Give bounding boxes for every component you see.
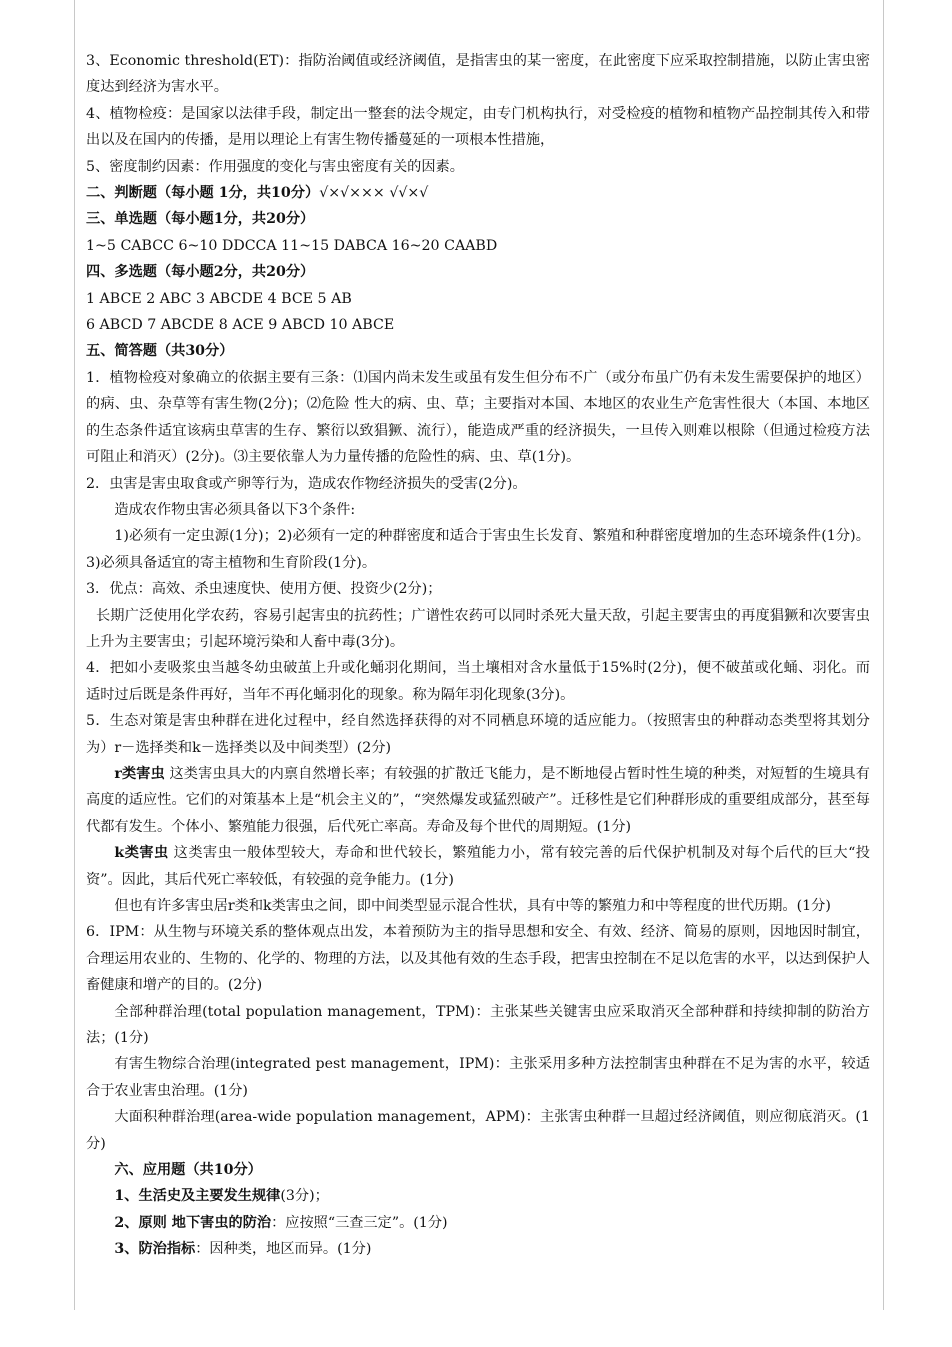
answer-paragraph [86, 497, 870, 523]
answer-paragraph [86, 312, 870, 338]
paragraph-text: 有害生物综合治理(integrated pest management，IPM)：主张采用多种方法控制害虫种群在不足为害的水平，较适合于农业害虫治理。(1分) [86, 1056, 870, 1099]
answer-paragraph [86, 893, 870, 919]
answer-paragraph [86, 999, 870, 1052]
paragraph-text: (3分)； [280, 1188, 329, 1205]
bold-heading: 三、单选题（每小题1分，共20分） [86, 211, 315, 228]
answer-paragraph [86, 365, 870, 471]
paragraph-text: 2．虫害是害虫取食或产卵等行为，造成农作物经济损失的受害(2分)。 [86, 475, 527, 492]
paragraph-text: 6．IPM：从生物与环境关系的整体观点出发，本着预防为主的指导思想和安全、有效、经济、简易的原则，因地因时制宜，合理运用农业的、生物的、化学的、物理的方法，以及其他有效的生态手段，把害虫控制在不足以危害的水平，以达到保护人畜健康和增产的目的。(2分) [86, 924, 870, 994]
answer-document [86, 48, 870, 1263]
paragraph-text: √×√××× √√×√ [319, 185, 429, 202]
answer-paragraph [86, 708, 870, 761]
answer-paragraph [86, 233, 870, 259]
bold-heading: 六、应用题（共10分） [114, 1162, 262, 1179]
bold-heading: k类害虫 [114, 845, 169, 862]
section-heading [86, 206, 870, 232]
bold-heading: 2、原则 地下害虫的防治 [114, 1214, 272, 1231]
answer-paragraph [86, 919, 870, 998]
paragraph-text: 造成农作物虫害必须具备以下3个条件: [114, 501, 356, 518]
paragraph-text: ：因种类，地区而异。(1分) [195, 1241, 372, 1258]
paragraph-text: 4．把如小麦吸浆虫当越冬幼虫破茧上升或化蛹羽化期间，当土壤相对含水量低于15%时(2分)，便不破茧或化蛹、羽化。而适时过后既是条件再好，当年不再化蛹羽化的现象。称为隔年羽化现象(3分)。 [86, 660, 870, 703]
bold-heading: 四、多选题（每小题2分，共20分） [86, 264, 315, 281]
paragraph-text: 3．优点：高效、杀虫速度快、使用方便、投资少(2分)； [86, 581, 442, 598]
paragraph-text: 1．植物检疫对象确立的依据主要有三条：⑴国内尚未发生或虽有发生但分布不广（或分布虽广仍有未发生需要保护的地区）的病、虫、杂草等有害生物(2分)；⑵危险 性大的病、虫、草；主要指对本国、本地区的农业生产危害性很大（本国、本地区的生态条件适宜该病虫草害的生存、繁衍以致猖獗、流行），能造成严重的经济损失，一旦传入则难以根除（但通过检疫方法可阻止和消灭）(2分)。⑶主要依靠人为力量传播的危险性的病、虫、草(1分)。 [86, 369, 870, 466]
paragraph-text: 这类害虫一般体型较大，寿命和世代较长，繁殖能力小，常有较完善的后代保护机制及对每个后代的巨大“投资”。因此，其后代死亡率较低，有较强的竞争能力。(1分) [86, 845, 870, 888]
answer-paragraph [86, 180, 870, 206]
section-heading [86, 259, 870, 285]
paragraph-text: 但也有许多害虫居r类和k类害虫之间，即中间类型显示混合性状，具有中等的繁殖力和中等程度的世代历期。(1分) [114, 898, 831, 914]
bold-heading: r类害虫 [114, 765, 165, 782]
paragraph-text: ：应按照“三查三定”。(1分) [271, 1214, 448, 1231]
section-heading [86, 1157, 870, 1183]
answer-paragraph [86, 761, 870, 840]
paragraph-text: 1)必须有一定虫源(1分)；2)必须有一定的种群密度和适合于害虫生长发育、繁殖和种群密度增加的生态环境条件(1分)。3)必须具备适宜的寄主植物和生育阶段(1分)。 [86, 528, 870, 571]
bold-heading: 二、判断题（每小题 1分，共10分） [86, 185, 320, 202]
paragraph-text: 5．生态对策是害虫种群在进化过程中，经自然选择获得的对不同栖息环境的适应能力。（按照害虫的种群动态类型将其划分为）r－选择类和k－选择类以及中间类型）(2分) [86, 713, 870, 756]
answer-paragraph [86, 603, 870, 656]
bold-heading: 1、生活史及主要发生规律 [114, 1188, 281, 1205]
answer-paragraph [86, 1236, 870, 1262]
answer-paragraph [86, 1051, 870, 1104]
answer-paragraph [86, 523, 870, 576]
paragraph-text: 大面积种群治理(area-wide population management，APM)：主张害虫种群一旦超过经济阈值，则应彻底消灭。(1分) [86, 1109, 870, 1152]
paragraph-text: 3、Economic threshold(ET)：指防治阈值或经济阈值，是指害虫的某一密度，在此密度下应采取控制措施，以防止害虫密度达到经济为害水平。 [86, 53, 870, 96]
paragraph-text: 5、密度制约因素：作用强度的变化与害虫密度有关的因素。 [86, 158, 464, 175]
bold-heading: 五、简答题（共30分） [86, 343, 234, 360]
paragraph-text: 全部种群治理(total population management，TPM)：主张某些关键害虫应采取消灭全部种群和持续抑制的防治方法；(1分) [86, 1003, 870, 1047]
section-heading [86, 338, 870, 364]
bold-heading: 3、防治指标 [114, 1241, 196, 1258]
paragraph-text: 这类害虫具大的内禀自然增长率；有较强的扩散迁飞能力，是不断地侵占暂时性生境的种类，对短暂的生境具有高度的适应性。它们的对策基本上是“机会主义的”，“突然爆发或猛烈破产”。迁移性是它们种群形成的重要组成部分，甚至每代都有发生。个体小、繁殖能力很强，后代死亡率高。寿命及每个世代的周期短。(1分) [86, 765, 870, 835]
answer-paragraph [86, 471, 870, 497]
answer-paragraph [86, 154, 870, 180]
answer-paragraph [86, 655, 870, 708]
answer-paragraph [86, 286, 870, 312]
answer-paragraph [86, 576, 870, 602]
answer-paragraph [86, 1183, 870, 1209]
paragraph-text: 长期广泛使用化学农药，容易引起害虫的抗药性；广谱性农药可以同时杀死大量天敌，引起主要害虫的再度猖獗和次要害虫上升为主要害虫；引起环境污染和人畜中毒(3分)。 [86, 607, 870, 650]
paragraph-text: 1 ABCE 2 ABC 3 ABCDE 4 BCE 5 AB [86, 290, 352, 307]
answer-paragraph [86, 840, 870, 893]
paragraph-text: 6 ABCD 7 ABCDE 8 ACE 9 ABCD 10 ABCE [86, 317, 395, 334]
answer-paragraph [86, 48, 870, 101]
paragraph-text: 4、植物检疫：是国家以法律手段，制定出一整套的法令规定，由专门机构执行，对受检疫的植物和植物产品控制其传入和带出以及在国内的传播，是用以理论上有害生物传播蔓延的一项根本性措施， [86, 105, 870, 149]
answer-paragraph [86, 1210, 870, 1236]
answer-paragraph [86, 1104, 870, 1157]
answer-paragraph [86, 101, 870, 154]
paragraph-text: 1~5 CABCC 6~10 DDCCA 11~15 DABCA 16~20 CAABD [86, 237, 498, 254]
